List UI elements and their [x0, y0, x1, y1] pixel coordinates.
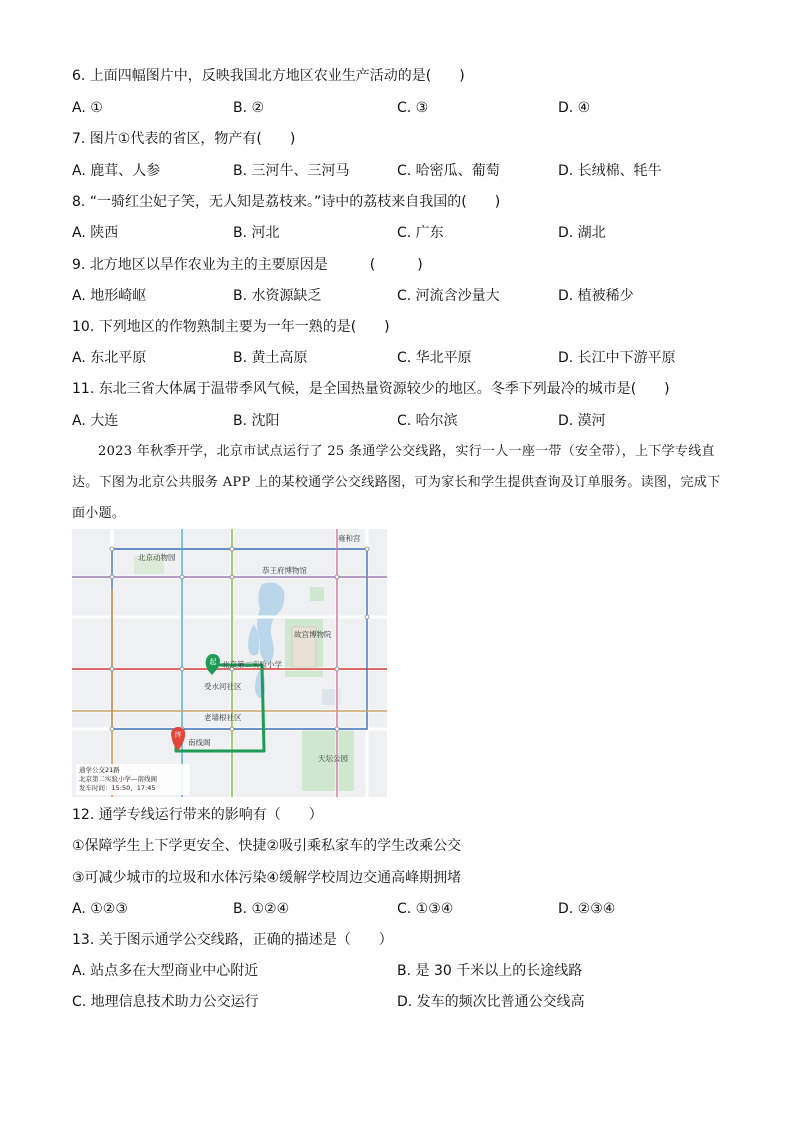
question-6-options	[72, 98, 732, 118]
label-yonghegong: 雍和宫	[338, 534, 361, 543]
question-12-stem: 12. 通学专线运行带来的影响有（ ）	[72, 807, 323, 823]
question-8-stem: 8. “一骑红尘妃子笑，无人知是荔枝来。”诗中的荔枝来自我国的( )	[72, 194, 501, 210]
question-9-stem: 9. 北方地区以旱作农业为主的主要原因是 ( )	[72, 257, 423, 273]
option-a: A. ①②③	[72, 901, 128, 917]
question-13-options-cd	[72, 992, 732, 1012]
option-d: D. 发车的频次比普通公交线高	[397, 994, 585, 1010]
label-terminal: 南线阁	[188, 738, 211, 747]
question-13-stem: 13. 关于图示通学公交线路，正确的描述是（ ）	[72, 932, 393, 948]
option-b: B. 水资源缺乏	[233, 288, 322, 304]
option-d: D. 长江中下游平原	[558, 350, 676, 366]
question-7-stem: 7. 图片①代表的省区，物产有( )	[72, 131, 296, 147]
option-d: D. ④	[558, 100, 591, 116]
question-7-options	[72, 161, 732, 181]
question-11-options	[72, 411, 732, 431]
label-laoqiang: 老墙根社区	[204, 713, 242, 722]
question-9-options	[72, 286, 732, 306]
label-palace: 故宫博物院	[294, 630, 332, 639]
option-a: A. 东北平原	[72, 350, 147, 366]
label-tiantan: 天坛公园	[318, 754, 348, 763]
shichahai-lake	[257, 583, 284, 664]
option-c: C. ①③④	[397, 901, 454, 917]
route-name: 通学公交21路	[79, 766, 120, 774]
label-gongwangfu: 恭王府博物馆	[262, 566, 307, 575]
question-8-options	[72, 223, 732, 243]
option-c: C. 哈尔滨	[397, 413, 458, 429]
option-d: D. 漠河	[558, 413, 606, 429]
option-b: B. 沈阳	[233, 413, 280, 429]
option-d: D. ②③④	[558, 901, 616, 917]
question-10-options	[72, 348, 732, 368]
park-patch	[310, 587, 324, 601]
question-6-stem: 6. 上面四幅图片中，反映我国北方地区农业生产活动的是( )	[72, 68, 465, 84]
question-12-statement-2: ③可减少城市的垃圾和水体污染④缓解学校周边交通高峰期拥堵	[72, 870, 462, 886]
label-zoo: 北京动物园	[138, 553, 176, 562]
option-d: D. 植被稀少	[558, 288, 634, 304]
option-a: A. 鹿茸、人参	[72, 163, 161, 179]
question-13-options-ab	[72, 961, 732, 981]
route-stops: 北京第二实验小学—南线阁	[79, 775, 157, 783]
option-c: C. 地理信息技术助力公交运行	[72, 994, 259, 1010]
option-a: A. 站点多在大型商业中心附近	[72, 963, 259, 979]
route-info-box	[76, 764, 190, 795]
question-12-statement-1: ①保障学生上下学更安全、快捷②吸引乘私家车的学生改乘公交	[72, 838, 462, 854]
option-c: C. 哈密瓜、葡萄	[397, 163, 500, 179]
start-marker	[206, 654, 220, 675]
reading-passage: 2023 年秋季开学，北京市试点运行了 25 条通学公交线路，实行一人一座一带（安全带），上下学专线直达。下图为北京公共服务 APP 上的某校通学公交线路图，可为家长和学生提供查询及订单服务。读图，完成下面小题。	[72, 444, 721, 521]
option-a: A. ①	[72, 100, 103, 116]
option-b: B. 河北	[233, 225, 280, 241]
option-c: C. 广东	[397, 225, 444, 241]
option-a: A. 地形崎岖	[72, 288, 147, 304]
label-community: 受水河社区	[204, 682, 242, 691]
option-c: C. 河流含沙量大	[397, 288, 500, 304]
option-b: B. ①②④	[233, 901, 290, 917]
option-c: C. ③	[397, 100, 429, 116]
route-times: 发车时间：15:50、17:45	[79, 784, 156, 792]
option-d: D. 湖北	[558, 225, 606, 241]
bus-route-map	[72, 529, 387, 797]
option-a: A. 大连	[72, 413, 119, 429]
option-b: B. 三河牛、三河马	[233, 163, 350, 179]
question-12-options	[72, 899, 732, 919]
end-tag: 终	[174, 731, 182, 739]
option-b: B. 是 30 千米以上的长途线路	[397, 963, 583, 979]
option-d: D. 长绒棉、牦牛	[558, 163, 662, 179]
map-canvas	[72, 529, 387, 797]
option-b: B. ②	[233, 100, 265, 116]
question-10-stem: 10. 下列地区的作物熟制主要为一年一熟的是( )	[72, 319, 390, 335]
question-11-stem: 11. 东北三省大体属于温带季风气候，是全国热量资源较少的地区。冬季下列最冷的城市是( )	[72, 381, 670, 397]
option-c: C. 华北平原	[397, 350, 472, 366]
label-school: 北京第二实验小学	[222, 660, 282, 669]
option-b: B. 黄土高原	[233, 350, 308, 366]
start-tag: 起	[209, 658, 217, 666]
option-a: A. 陕西	[72, 225, 119, 241]
